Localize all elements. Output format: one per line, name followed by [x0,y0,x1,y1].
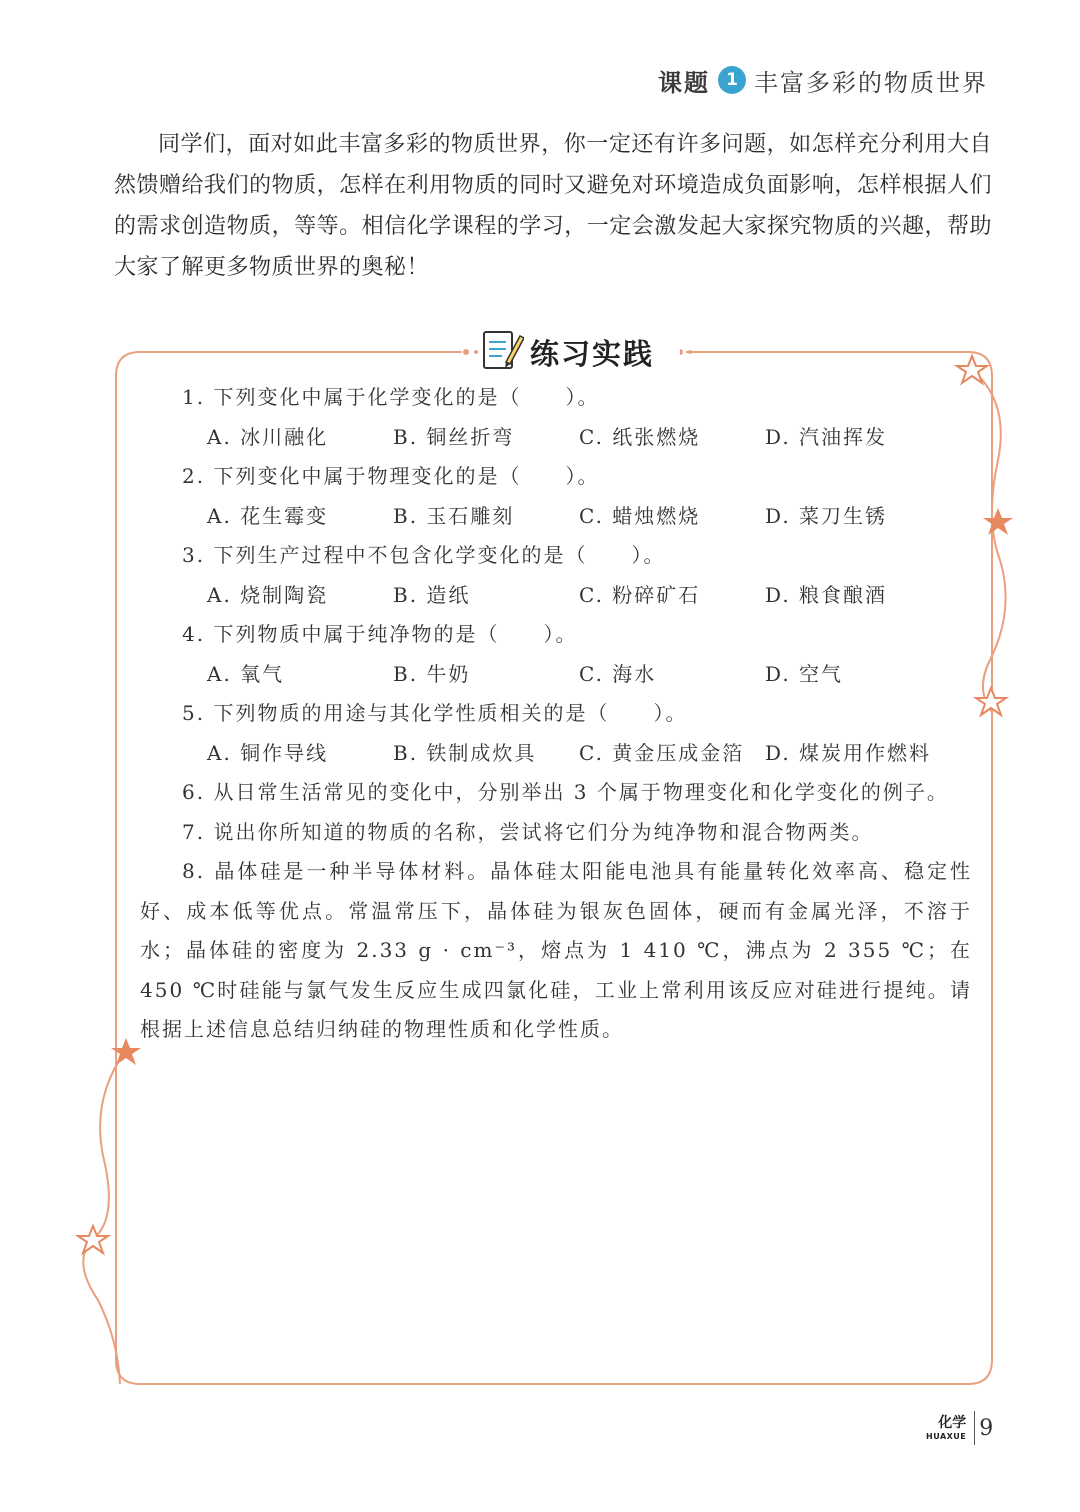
option-c: C. 纸张燃烧 [579,424,701,449]
question-4: 4. 下列物质中属于纯净物的是（ ）。 [182,622,578,646]
option-a: A. 铜作导线 [207,740,329,765]
question-3: 3. 下列生产过程中不包含化学变化的是（ ）。 [182,543,666,567]
section-title: 练习实践 [530,336,655,371]
option-c: C. 蜡烛燃烧 [579,503,701,528]
footer-divider [974,1411,975,1445]
question-1: 1. 下列变化中属于化学变化的是（ ）。 [182,385,600,409]
question-2-options [140,497,972,537]
option-a: A. 氧气 [207,661,285,686]
option-b: B. 牛奶 [393,661,471,686]
option-d: D. 煤炭用作燃料 [765,740,932,765]
question-8: 8. 晶体硅是一种半导体材料。晶体硅太阳能电池具有能量转化效率高、稳定性好、成本低等优点。常温常压下，晶体硅为银灰色固体，硬而有金属光泽，不溶于水；晶体硅的密度为 2.33 g · cm⁻³，熔点为 1 410 ℃，沸点为 2 355 ℃；在 450 ℃时硅能与氯气发生反应生成四氯化硅，工业上常利用该反应对硅进行提纯。请根据上述信息总结归纳硅的物理性质和化学性质。 [140,859,972,1041]
option-d: D. 粮食酿酒 [765,582,888,607]
question-5: 5. 下列物质的用途与其化学性质相关的是（ ）。 [182,701,688,725]
intro-paragraph: 同学们，面对如此丰富多彩的物质世界，你一定还有许多问题，如怎样充分利用大自然馈赠给我们的物质，怎样在利用物质的同时又避免对环境造成负面影响，怎样根据人们的需求创造物质，等等。相信化学课程的学习，一定会激发起大家探究物质的兴趣，帮助大家了解更多物质世界的奥秘！ [114,132,992,280]
lesson-number-badge: 1 [718,66,746,94]
option-c: C. 海水 [579,661,657,686]
option-b: B. 铜丝折弯 [393,424,515,449]
question-5-options [140,734,972,774]
option-b: B. 玉石雕刻 [393,503,515,528]
page-number: 9 [979,1415,994,1441]
question-2: 2. 下列变化中属于物理变化的是（ ）。 [182,464,600,488]
option-c: C. 黄金压成金箔 [579,740,745,765]
subject-mark [926,1415,970,1442]
option-a: A. 花生霉变 [207,503,329,528]
frame-vine-left [83,1050,126,1384]
option-d: D. 菜刀生锈 [765,503,888,528]
section-title-box [480,324,680,380]
question-6: 6. 从日常生活常见的变化中，分别举出 3 个属于物理变化和化学变化的例子。 [182,780,949,804]
star-filled-icon [983,508,1013,535]
option-c: C. 粉碎矿石 [579,582,701,607]
question-4-options [140,655,972,695]
subject-name: 化学 [938,1414,967,1431]
question-3-options [140,576,972,616]
option-d: D. 空气 [765,661,844,686]
option-a: A. 烧制陶瓷 [207,582,329,607]
frame-vine-right [970,368,1006,712]
star-outline-icon [78,1226,108,1253]
question-7: 7. 说出你所知道的物质的名称，尝试将它们分为纯净物和混合物两类。 [182,819,874,844]
lesson-label: 课题 [658,68,710,97]
option-a: A. 冰川融化 [207,424,329,449]
page-footer [926,1408,993,1448]
option-d: D. 汽油挥发 [765,424,888,449]
notepad-pencil-icon [480,326,524,378]
lesson-title: 丰富多彩的物质世界 [754,68,988,97]
subject-name-pinyin: HUAXUE [926,1431,967,1441]
option-b: B. 造纸 [393,582,471,607]
question-1-options [140,418,972,458]
exercise-list [140,378,972,1050]
option-b: B. 铁制成炊具 [393,740,537,765]
